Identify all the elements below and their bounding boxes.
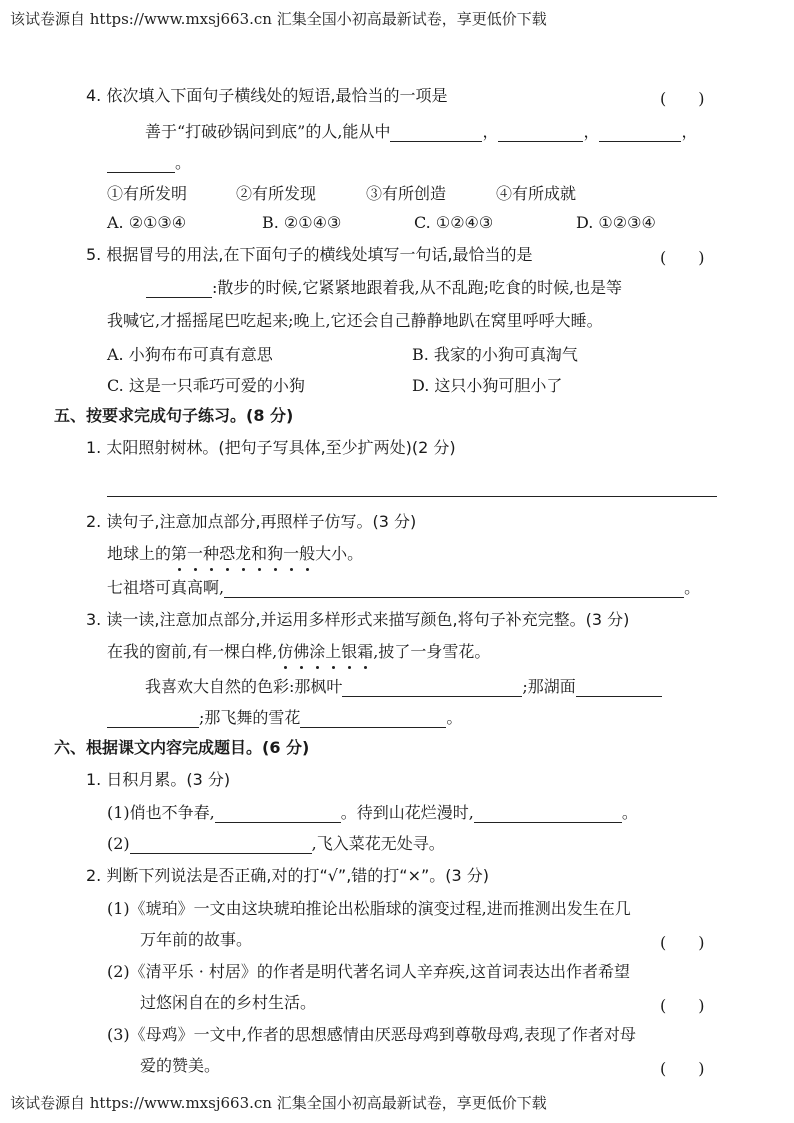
q4-phrase-3: ③有所创造 — [366, 184, 447, 203]
s5-q2-blank[interactable] — [224, 581, 684, 598]
s6-q1-1-text-a: (1)俏也不争春, — [107, 803, 215, 822]
s5-q3-line-2 — [107, 708, 462, 728]
emphasis-char: 一 — [187, 544, 204, 563]
s5-q2-example-dotted — [171, 544, 315, 563]
q5-line-1-text: :散步的时候,它紧紧地跟着我,从不乱跑;吃食的时候,也是等 — [212, 278, 623, 297]
s6-q1-1-blank-1[interactable] — [215, 806, 341, 823]
emphasis-char: 龙 — [235, 544, 252, 563]
s6-q1-line-2 — [107, 834, 445, 854]
s6-q2-item-2-line-1: (2)《清平乐 · 村居》的作者是明代著名词人辛弃疾,这首词表达出作者希望 — [107, 962, 631, 981]
s5-q3-maple-blank[interactable] — [342, 680, 522, 697]
s5-q3-stem: 3. 读一读,注意加点部分,并运用多样形式来描写颜色,将句子补充完整。(3 分) — [86, 610, 630, 629]
q5-option-b[interactable]: B. 我家的小狗可真淘气 — [412, 345, 578, 364]
s5-q1-answer-line[interactable] — [107, 496, 717, 497]
s5-q2-example-pre: 地球上的 — [107, 544, 172, 563]
s5-q2-example-post: 大小。 — [315, 544, 364, 563]
q4-sentence-text: 善于“打破砂锅问到底”的人,能从中 — [145, 122, 391, 141]
emphasis-char: 狗 — [267, 544, 284, 563]
s5-q2-example — [107, 544, 363, 564]
emphasis-char: 第 — [171, 544, 188, 563]
s5-q3-snow-blank[interactable] — [300, 711, 446, 728]
q4-blank-3[interactable] — [599, 125, 681, 142]
s5-q3-example — [107, 642, 490, 662]
q4-sentence — [145, 122, 698, 142]
q4-comma-3: ， — [681, 122, 698, 141]
s6-q2-item-3-paren[interactable]: ( ) — [660, 1059, 705, 1078]
q4-answer-paren[interactable]: ( ) — [660, 89, 705, 108]
q5-option-c[interactable]: C. 这是一只乖巧可爱的小狗 — [107, 376, 305, 395]
s6-q2-item-3-line-2: 爱的赞美。 — [140, 1056, 221, 1075]
s6-q2-item-1-line-1: (1)《琥珀》一文由这块琥珀推论出松脂球的演变过程,进而推测出发生在几 — [107, 899, 631, 918]
q4-blank-4[interactable] — [107, 156, 175, 173]
q4-comma-2: ， — [583, 122, 600, 141]
s6-q1-2-blank[interactable] — [130, 837, 312, 854]
s5-q3-example-dotted — [277, 642, 373, 661]
section-5-title: 五、按要求完成句子练习。(8 分) — [54, 406, 294, 425]
s6-q1-2-text-a: (2) — [107, 834, 130, 853]
q4-stem: 4. 依次填入下面句子横线处的短语,最恰当的一项是 — [86, 86, 448, 105]
s6-q1-1-period: 。 — [621, 803, 638, 822]
s5-q2-stem: 2. 读句子,注意加点部分,再照样子仿写。(3 分) — [86, 512, 417, 531]
s5-q3-example-pre: 在我的窗前,有一棵白桦, — [107, 642, 278, 661]
s6-q1-stem: 1. 日积月累。(3 分) — [86, 770, 231, 789]
s5-q3-example-post: ,披了一身雪花。 — [373, 642, 491, 661]
s5-q3-lake-blank-2[interactable] — [107, 711, 199, 728]
q4-phrase-2: ②有所发现 — [236, 184, 317, 203]
s6-q1-2-text-b: ,飞入菜花无处寻。 — [311, 834, 445, 853]
q5-line-1 — [146, 278, 622, 298]
q4-option-a[interactable]: A. ②①③④ — [107, 213, 187, 232]
emphasis-char: 涂 — [309, 642, 326, 661]
q4-option-b[interactable]: B. ②①④③ — [262, 213, 342, 232]
s6-q2-item-2-paren[interactable]: ( ) — [660, 996, 705, 1015]
emphasis-char: 上 — [325, 642, 342, 661]
page-header-source: 该试卷源自 https://www.mxsj663.cn 汇集全国小初高最新试卷，享更低价下载 — [10, 10, 547, 28]
s5-q2-prompt — [107, 578, 700, 598]
section-6-title: 六、根据课文内容完成题目。(6 分) — [54, 738, 310, 757]
s5-q3-lake-text: ;那湖面 — [522, 677, 576, 696]
q5-answer-paren[interactable]: ( ) — [660, 248, 705, 267]
q4-blank-2[interactable] — [498, 125, 583, 142]
q4-option-d[interactable]: D. ①②③④ — [576, 213, 656, 232]
s5-q2-period: 。 — [684, 578, 701, 597]
s5-q3-period: 。 — [446, 708, 463, 727]
s6-q2-item-2-line-2: 过悠闲自在的乡村生活。 — [140, 993, 317, 1012]
q5-option-d[interactable]: D. 这只小狗可胆小了 — [412, 376, 563, 395]
s6-q2-item-1-paren[interactable]: ( ) — [660, 933, 705, 952]
emphasis-char: 和 — [251, 544, 268, 563]
q5-stem: 5. 根据冒号的用法,在下面句子的横线处填写一句话,最恰当的是 — [86, 245, 533, 264]
s6-q2-item-1-line-2: 万年前的故事。 — [140, 930, 253, 949]
emphasis-char: 佛 — [293, 642, 310, 661]
s6-q2-stem: 2. 判断下列说法是否正确,对的打“√”,错的打“×”。(3 分) — [86, 866, 490, 885]
s5-q3-snow-text: ;那飞舞的雪花 — [199, 708, 301, 727]
s5-q3-lake-blank-1[interactable] — [576, 680, 662, 697]
s6-q1-1-text-b: 。待到山花烂漫时, — [340, 803, 474, 822]
s5-q3-line-1 — [145, 677, 662, 697]
q4-phrase-1: ①有所发明 — [107, 184, 188, 203]
emphasis-char: 霜 — [357, 642, 374, 661]
q4-phrase-4: ④有所成就 — [496, 184, 577, 203]
s5-q2-prompt-text: 七祖塔可真高啊, — [107, 578, 225, 597]
q5-option-a[interactable]: A. 小狗布布可真有意思 — [107, 345, 273, 364]
q4-blank-1[interactable] — [390, 125, 482, 142]
emphasis-char: 银 — [341, 642, 358, 661]
q5-line-2: 我喊它,才摇摇尾巴吃起来;晚上,它还会自己静静地趴在窝里呼呼大睡。 — [107, 311, 603, 330]
q4-comma-1: ， — [482, 122, 499, 141]
q4-period: 。 — [175, 153, 192, 172]
s6-q2-item-3-line-1: (3)《母鸡》一文中,作者的思想感情由厌恶母鸡到尊敬母鸡,表现了作者对母 — [107, 1025, 636, 1044]
q4-sentence-cont — [107, 153, 191, 173]
s5-q3-maple-text: 我喜欢大自然的色彩:那枫叶 — [145, 677, 343, 696]
emphasis-char: 一 — [283, 544, 300, 563]
q5-blank[interactable] — [146, 281, 212, 298]
q4-option-c[interactable]: C. ①②④③ — [414, 213, 494, 232]
s6-q1-1-blank-2[interactable] — [474, 806, 622, 823]
emphasis-char: 仿 — [277, 642, 294, 661]
emphasis-char: 种 — [203, 544, 220, 563]
page-footer-source: 该试卷源自 https://www.mxsj663.cn 汇集全国小初高最新试卷，享更低价下载 — [10, 1094, 547, 1112]
emphasis-char: 恐 — [219, 544, 236, 563]
s5-q1-stem: 1. 太阳照射树林。(把句子写具体,至少扩两处)(2 分) — [86, 438, 456, 457]
emphasis-char: 般 — [299, 544, 316, 563]
s6-q1-line-1 — [107, 803, 638, 823]
